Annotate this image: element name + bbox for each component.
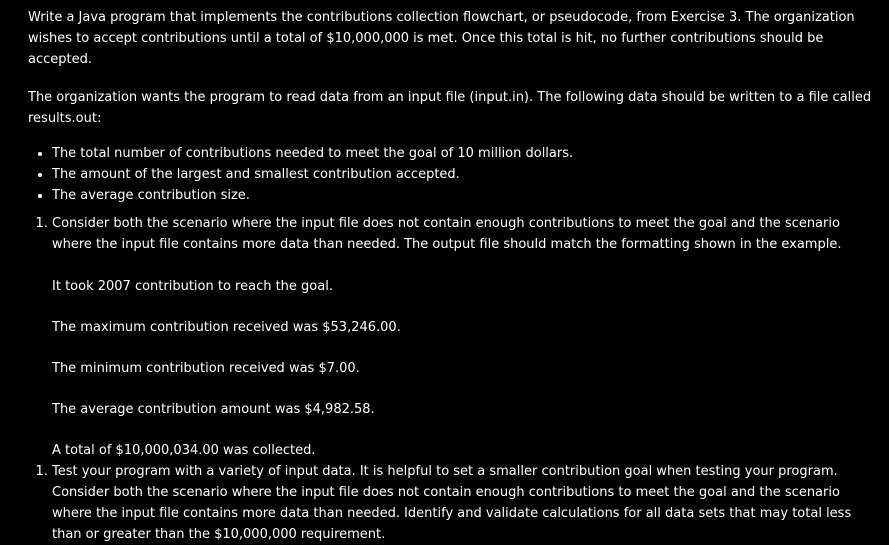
step-item — [52, 213, 875, 461]
list-item: • The total number of contributions needed to meet the goal of 10 million dollars. — [52, 143, 875, 164]
input-output-paragraph: The organization wants the program to read data from an input file (input.in). The following data should be written to a file called results.out: — [28, 90, 872, 126]
example-output-line: The maximum contribution received was $53,246.00. — [52, 320, 401, 335]
required-output-list — [28, 143, 875, 206]
step-list-1 — [28, 213, 875, 461]
intro-paragraph: Write a Java program that implements the contributions collection flowchart, or pseudocode, from Exercise 3. The organization wishes to accept contributions until a total of $10,000,000 is met. Once this total is hit, no further contributions should be accepted. — [28, 10, 855, 67]
step-text: 1. Consider both the scenario where the input file does not contain enough contributions to meet the goal and the scenario where the input file contains more data than needed. The output file should match the formatting shown in the example. — [52, 216, 842, 252]
example-output-line: A total of $10,000,034.00 was collected. — [52, 443, 316, 458]
list-item: • The average contribution size. — [52, 185, 875, 206]
list-item: • The amount of the largest and smallest contribution accepted. — [52, 164, 875, 185]
example-output-line: It took 2007 contribution to reach the goal. — [52, 279, 333, 294]
example-output-line: The average contribution amount was $4,982.58. — [52, 402, 375, 417]
step-item — [52, 461, 875, 545]
example-output-line: The minimum contribution received was $7.00. — [52, 361, 360, 376]
step-list-2 — [28, 461, 875, 545]
step-text: 1. Test your program with a variety of input data. It is helpful to set a smaller contribution goal when testing your program. Consider both the scenario where the input file does not contain enough contributions to meet the goal and the scenario where the input file contains more data than needed. Identify and validate calculations for all data sets that may total less than or greater than the $10,000,000 requirement. — [52, 464, 852, 542]
